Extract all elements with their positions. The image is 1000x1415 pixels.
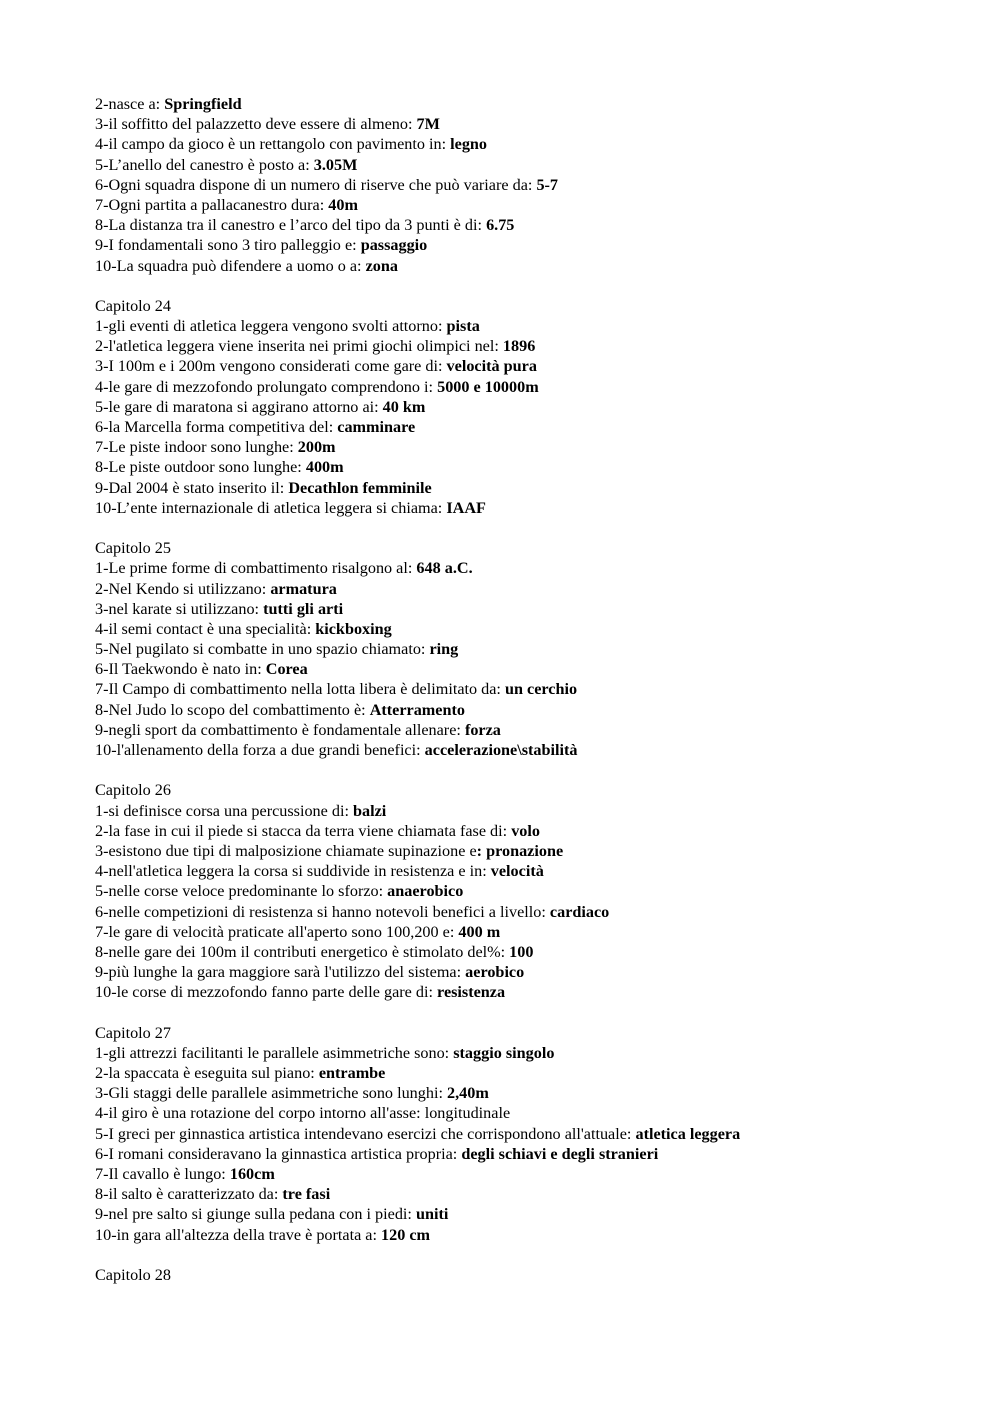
question-text: 5-L’anello del canestro è posto a: (95, 155, 314, 174)
question-line (95, 1225, 975, 1245)
answer-text: entrambe (318, 1064, 386, 1082)
question-text: 5-I greci per ginnastica artistica intendevano esercizi che corrispondono all'attuale: (95, 1124, 636, 1143)
question-text: 10-in gara all'altezza della trave è portata a: (95, 1225, 382, 1244)
question-line (95, 94, 975, 114)
answer-text: uniti (415, 1205, 449, 1224)
question-text: 4-il giro è una rotazione del corpo intorno all'asse: longitudinale (95, 1104, 511, 1123)
answer-text: camminare (337, 418, 416, 436)
question-text: 8-Le piste outdoor sono lunghe: (95, 458, 306, 477)
question-text: 7-le gare di velocità praticate all'aperto sono 100,200 e: (95, 922, 459, 941)
question-line (95, 1184, 975, 1204)
question-line (95, 1083, 975, 1103)
question-line (95, 457, 975, 477)
question-text: 10-l'allenamento della forza a due grandi benefici: (95, 741, 425, 759)
question-line (95, 377, 975, 397)
question-text: 8-nelle gare dei 100m il contributi energetico è stimolato del%: (95, 942, 510, 961)
question-line (95, 437, 975, 457)
answer-text: 2,40m (446, 1084, 489, 1103)
answer-text: legno (450, 135, 488, 154)
answer-text: resistenza (437, 983, 506, 1002)
answer-text: 120 cm (381, 1225, 431, 1244)
answer-text: 5000 e 10000m (437, 377, 539, 396)
question-line (95, 417, 975, 437)
answer-text: aerobico (465, 963, 525, 982)
question-text: 1-si definisce corsa una percussione di: (95, 801, 354, 820)
question-line (95, 336, 975, 356)
answer-text: 3.05M (313, 155, 358, 174)
question-line (95, 114, 975, 134)
question-line (95, 841, 975, 861)
question-line (95, 1144, 975, 1164)
answer-text: Atterramento (369, 700, 465, 719)
question-text: 7-Le piste indoor sono lunghe: (95, 438, 298, 457)
answer-text: un cerchio (504, 680, 578, 699)
answer-text: 5-7 (536, 175, 559, 194)
question-text: 6-I romani consideravano la ginnastica artistica propria: (95, 1144, 462, 1163)
question-text: 3-Gli staggi delle parallele asimmetriche sono lunghi: (95, 1084, 447, 1103)
question-line (95, 922, 975, 942)
question-text: 2-l'atletica leggera viene inserita nei primi giochi olimpici nel: (95, 337, 503, 356)
question-text: 9-negli sport da combattimento è fondamentale allenare: (95, 720, 465, 739)
answer-text: atletica leggera (635, 1124, 741, 1143)
question-line (95, 1043, 975, 1063)
question-line (95, 821, 975, 841)
question-text: 4-nell'atletica leggera la corsa si suddivide in resistenza e in: (95, 862, 491, 881)
question-line (95, 397, 975, 417)
question-line (95, 942, 975, 962)
answer-text: armatura (270, 579, 337, 598)
question-line (95, 1164, 975, 1184)
answer-text: 160cm (229, 1164, 275, 1183)
question-text: 5-le gare di maratona si aggirano attorno ai: (95, 397, 383, 416)
answer-text: tre fasi (282, 1185, 331, 1204)
chapter-heading: Capitolo 25 (95, 539, 171, 558)
question-text: 3-esistono due tipi di malposizione chiamate supinazione e (95, 841, 477, 860)
answer-text: accelerazione\stabilità (424, 741, 578, 759)
answer-text: pista (446, 317, 480, 336)
question-text: 8-Nel Judo lo scopo del combattimento è: (95, 700, 370, 719)
question-line (95, 478, 975, 498)
question-text: 1-gli attrezzi facilitanti le parallele asimmetriche sono: (95, 1043, 454, 1062)
paragraph-spacer (95, 1002, 975, 1022)
question-text: 10-le corse di mezzofondo fanno parte delle gare di: (95, 983, 438, 1002)
question-line (95, 962, 975, 982)
question-line (95, 599, 975, 619)
question-line (95, 1063, 975, 1083)
answer-text: 40m (328, 195, 358, 214)
question-text: 2-Nel Kendo si utilizzano: (95, 579, 271, 598)
answer-text: Decathlon femminile (288, 478, 432, 497)
question-line (95, 558, 975, 578)
question-text: 5-Nel pugilato si combatte in uno spazio chiamato: (95, 640, 430, 659)
question-line (95, 1124, 975, 1144)
question-text: 3-nel karate si utilizzano: (95, 599, 264, 618)
answer-text: 7M (416, 115, 440, 134)
answer-text: degli schiavi e degli stranieri (461, 1144, 659, 1163)
document-body (95, 94, 975, 1285)
chapter-heading: Capitolo 24 (95, 296, 171, 315)
question-text: 7-Il cavallo è lungo: (95, 1164, 230, 1183)
question-line (95, 579, 975, 599)
question-line (95, 1204, 975, 1224)
question-text: 3-il soffitto del palazzetto deve essere di almeno: (95, 115, 417, 134)
answer-text: 40 km (382, 397, 426, 416)
question-text: 5-nelle corse veloce predominante lo sforzo: (95, 882, 388, 901)
paragraph-spacer (95, 276, 975, 296)
answer-text: Springfield (164, 95, 242, 113)
question-text: 6-nelle competizioni di resistenza si hanno notevoli benefici a livello: (95, 902, 550, 921)
paragraph-spacer (95, 1245, 975, 1265)
question-text: 4-il campo da gioco è un rettangolo con pavimento in: (95, 135, 451, 154)
answer-text: passaggio (360, 236, 428, 255)
question-line (95, 720, 975, 740)
question-text: 9-più lunghe la gara maggiore sarà l'utilizzo del sistema: (95, 963, 466, 982)
question-text: 7-Ogni partita a pallacanestro dura: (95, 195, 329, 214)
answer-text: forza (464, 720, 501, 739)
paragraph-spacer (95, 518, 975, 538)
question-line (95, 861, 975, 881)
question-text: 10-L’ente internazionale di atletica leggera si chiama: (95, 498, 447, 517)
question-text: 6-Ogni squadra dispone di un numero di riserve che può variare da: (95, 175, 537, 194)
question-line (95, 195, 975, 215)
answer-text: cardiaco (549, 902, 610, 921)
answer-text: anaerobico (387, 882, 464, 901)
question-text: 1-Le prime forme di combattimento risalgono al: (95, 559, 417, 578)
answer-text: Corea (265, 660, 308, 679)
answer-text: IAAF (446, 498, 486, 517)
chapter-heading: Capitolo 26 (95, 781, 171, 800)
answer-text: : pronazione (476, 841, 564, 860)
chapter-heading: Capitolo 28 (95, 1265, 171, 1284)
answer-text: 648 a.C. (416, 559, 473, 578)
question-line (95, 659, 975, 679)
question-line (95, 902, 975, 922)
question-text: 9-nel pre salto si giunge sulla pedana con i piedi: (95, 1205, 416, 1224)
question-line (95, 155, 975, 175)
answer-text: volo (511, 821, 540, 840)
answer-text: velocità (490, 862, 544, 881)
question-text: 8-La distanza tra il canestro e l’arco del tipo da 3 punti è di: (95, 216, 487, 235)
question-line (95, 740, 975, 760)
question-line (95, 679, 975, 699)
question-text: 4-le gare di mezzofondo prolungato comprendono i: (95, 377, 438, 396)
answer-text: velocità pura (446, 357, 537, 376)
question-line (95, 700, 975, 720)
question-line (95, 881, 975, 901)
question-text: 3-I 100m e i 200m vengono considerati come gare di: (95, 357, 447, 376)
answer-text: 1896 (502, 337, 536, 356)
answer-text: zona (365, 256, 398, 275)
paragraph-spacer (95, 760, 975, 780)
question-line (95, 1103, 975, 1123)
question-line (95, 982, 975, 1002)
question-text: 2-la spaccata è eseguita sul piano: (95, 1064, 319, 1082)
answer-text: kickboxing (315, 619, 392, 638)
question-text: 7-Il Campo di combattimento nella lotta libera è delimitato da: (95, 680, 505, 699)
question-text: 8-il salto è caratterizzato da: (95, 1185, 283, 1204)
question-line (95, 498, 975, 518)
answer-text: 6.75 (486, 216, 515, 235)
question-line (95, 639, 975, 659)
answer-text: 400m (305, 458, 344, 477)
question-line (95, 215, 975, 235)
answer-text: 400 m (458, 922, 501, 941)
answer-text: 200m (297, 438, 336, 457)
question-line (95, 175, 975, 195)
question-text: 2-la fase in cui il piede si stacca da terra viene chiamata fase di: (95, 821, 512, 840)
question-text: 10-La squadra può difendere a uomo o a: (95, 256, 366, 275)
answer-text: tutti gli arti (263, 599, 344, 618)
answer-text: balzi (353, 801, 387, 820)
chapter-heading: Capitolo 27 (95, 1023, 171, 1042)
question-line (95, 235, 975, 255)
answer-text: ring (429, 640, 459, 659)
question-text: 4-il semi contact è una specialità: (95, 619, 316, 638)
question-line (95, 801, 975, 821)
question-text: 9-Dal 2004 è stato inserito il: (95, 478, 289, 497)
question-text: 1-gli eventi di atletica leggera vengono svolti attorno: (95, 317, 447, 336)
answer-text: 100 (509, 942, 534, 961)
question-line (95, 256, 975, 276)
question-text: 2-nasce a: (95, 95, 165, 113)
question-text: 6-la Marcella forma competitiva del: (95, 418, 338, 436)
question-text: 9-I fondamentali sono 3 tiro palleggio e: (95, 236, 361, 255)
answer-text: staggio singolo (453, 1043, 555, 1062)
question-line (95, 619, 975, 639)
question-text: 6-Il Taekwondo è nato in: (95, 660, 266, 679)
question-line (95, 316, 975, 336)
question-line (95, 356, 975, 376)
question-line (95, 134, 975, 154)
